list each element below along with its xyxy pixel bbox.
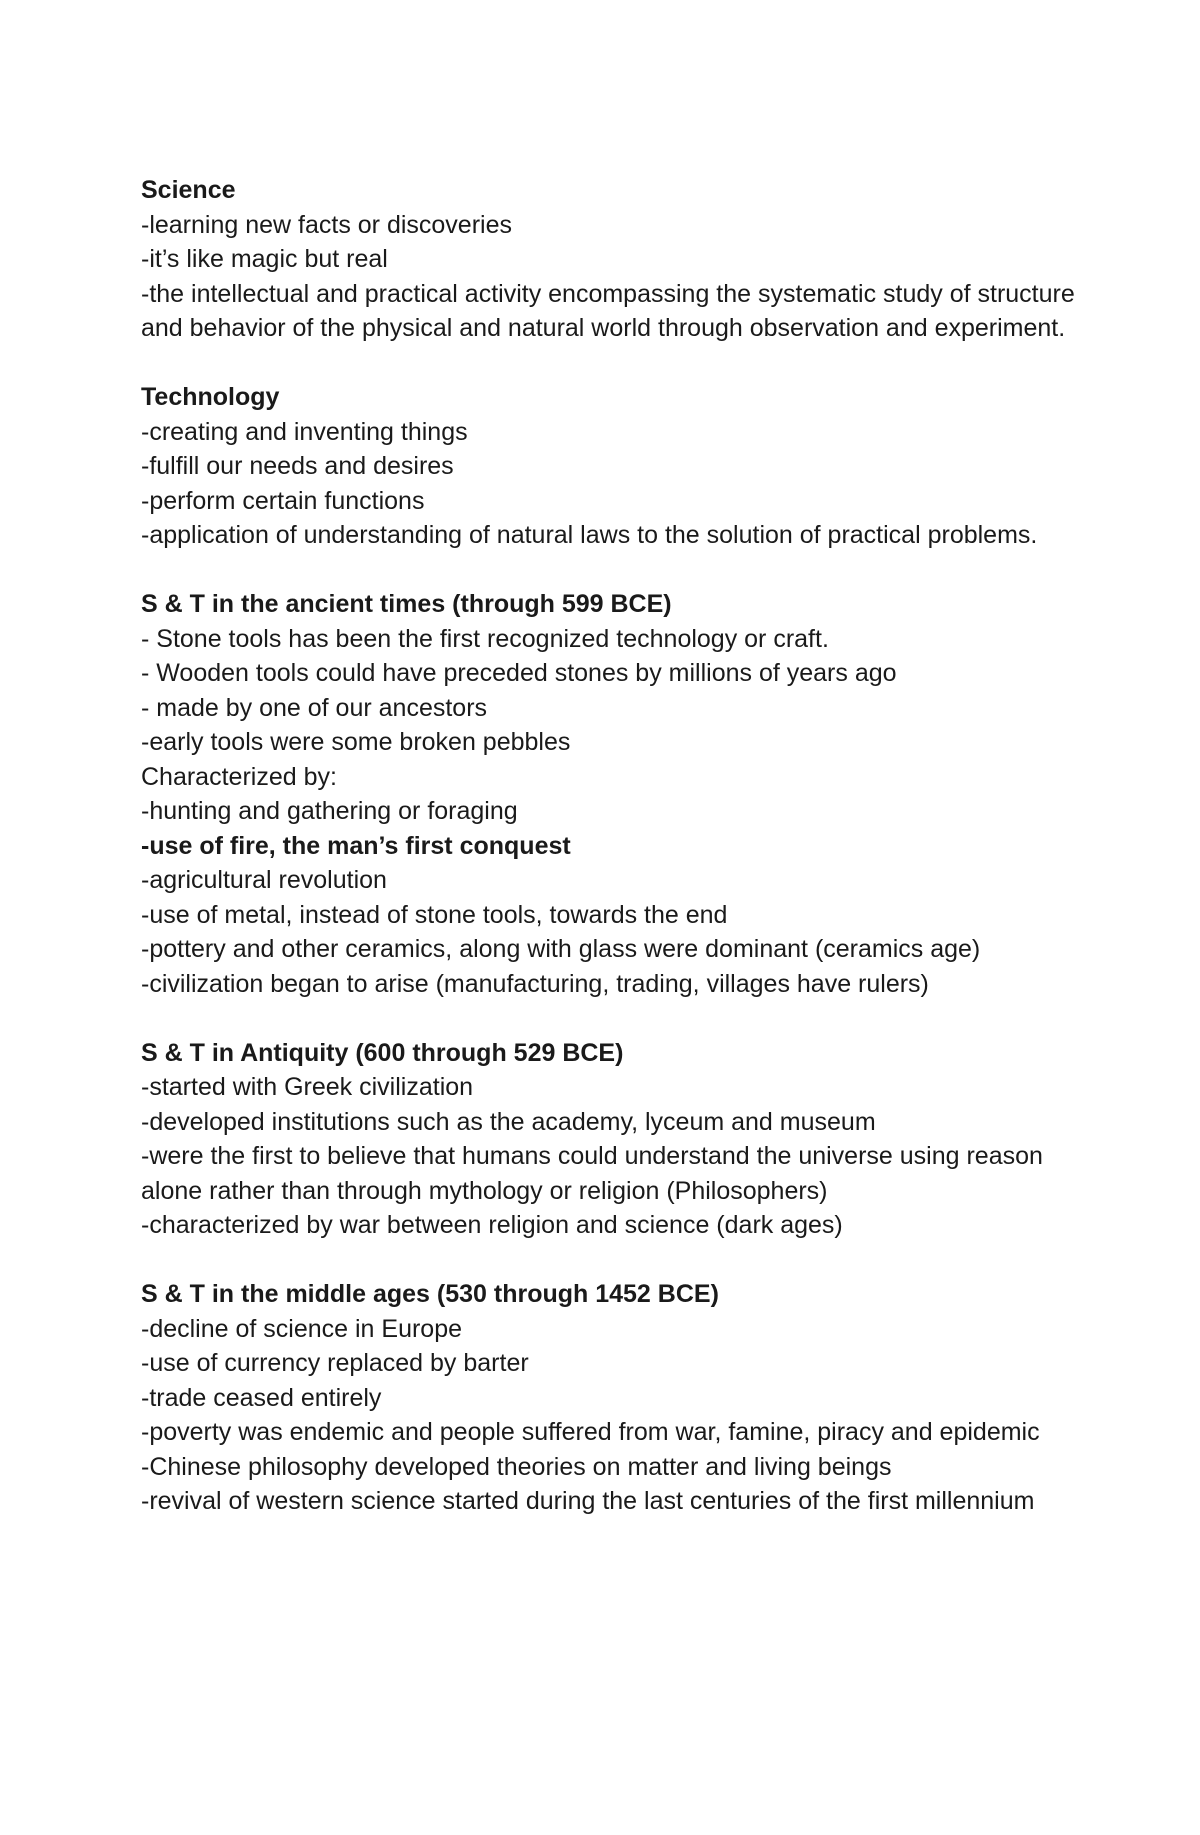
bullet-line: -Chinese philosophy developed theories on matter and living beings xyxy=(141,1452,892,1481)
bullet-line: -fulfill our needs and desires xyxy=(141,452,454,480)
bullet-line: -developed institutions such as the academy, lyceum and museum xyxy=(141,1107,876,1136)
bullet-line: - Stone tools has been the first recognized technology or craft. xyxy=(141,624,829,653)
bullet-line: -application of understanding of natural laws to the solution of practical problems. xyxy=(141,521,1038,549)
bullet-line: -decline of science in Europe xyxy=(141,1314,463,1343)
bullet-line: -revival of western science started during the last centuries of the first millennium xyxy=(141,1487,1035,1515)
section-middle-ages xyxy=(141,1277,1091,1519)
bullet-line-bold: -use of fire, the man’s first conquest xyxy=(141,831,571,860)
bullet-line: -were the first to believe that humans could understand the universe using reason alone rather than through mythology or religion (Philosophers) xyxy=(141,1142,1043,1205)
bullet-line: -the intellectual and practical activity encompassing the systematic study of structure and behavior of the physical and natural world through observation and experiment. xyxy=(141,279,1075,342)
section-heading: S & T in the ancient times (through 599 BCE) xyxy=(141,590,672,618)
bullet-line: -it’s like magic but real xyxy=(141,245,388,273)
section-heading: Technology xyxy=(141,383,280,411)
bullet-line: -pottery and other ceramics, along with glass were dominant (ceramics age) xyxy=(141,935,981,963)
section-heading: Science xyxy=(141,176,236,204)
section-heading: S & T in Antiquity (600 through 529 BCE) xyxy=(141,1038,624,1067)
bullet-line: -learning new facts or discoveries xyxy=(141,210,512,239)
subheading-line: Characterized by: xyxy=(141,762,337,791)
bullet-line: -characterized by war between religion and science (dark ages) xyxy=(141,1211,843,1239)
bullet-line: -civilization began to arise (manufacturing, trading, villages have rulers) xyxy=(141,969,929,998)
section-science xyxy=(141,173,1091,346)
bullet-line: -poverty was endemic and people suffered from war, famine, piracy and epidemic xyxy=(141,1418,1040,1446)
bullet-line: -perform certain functions xyxy=(141,486,425,515)
section-antiquity xyxy=(141,1036,1091,1243)
section-technology xyxy=(141,380,1091,553)
document-page xyxy=(141,173,1091,1553)
bullet-line: -agricultural revolution xyxy=(141,866,387,894)
section-heading: S & T in the middle ages (530 through 1452 BCE) xyxy=(141,1280,719,1308)
bullet-line: -hunting and gathering or foraging xyxy=(141,797,518,825)
bullet-line: -started with Greek civilization xyxy=(141,1073,474,1101)
section-ancient-times xyxy=(141,587,1091,1001)
bullet-line: - Wooden tools could have preceded stones by millions of years ago xyxy=(141,659,897,687)
bullet-line: -use of metal, instead of stone tools, towards the end xyxy=(141,900,728,929)
bullet-line: -trade ceased entirely xyxy=(141,1383,382,1412)
bullet-line: - made by one of our ancestors xyxy=(141,693,488,722)
bullet-line: -use of currency replaced by barter xyxy=(141,1349,529,1377)
bullet-line: -early tools were some broken pebbles xyxy=(141,728,571,756)
bullet-line: -creating and inventing things xyxy=(141,417,468,446)
